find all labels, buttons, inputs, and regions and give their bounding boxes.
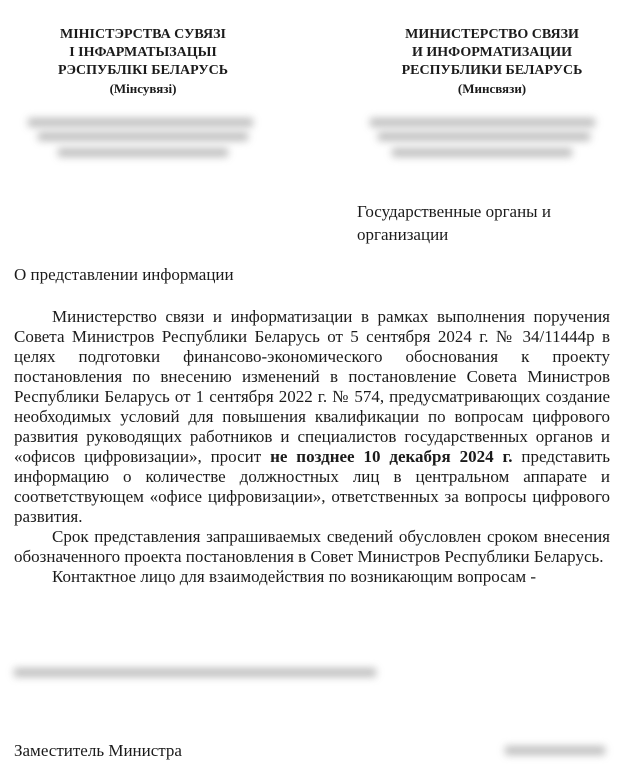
body-paragraph-3: Контактное лицо для взаимодействия по возникающим вопросам - (52, 567, 537, 586)
signature-title: Заместитель Министра (14, 741, 182, 760)
header-left-line2: І ІНФАРМАТЫЗАЦЫІ (69, 45, 217, 60)
body-paragraph-1 (14, 307, 610, 527)
redacted-signature-name (505, 746, 605, 755)
redacted-address-right-3 (392, 148, 572, 157)
addressee-line1: Государственные органы и (357, 202, 551, 221)
redacted-address-left-3 (58, 148, 228, 157)
header-left-abbr: (Мінсувязі) (109, 81, 177, 96)
addressee (357, 200, 607, 246)
header-right (367, 26, 617, 98)
redacted-contact (14, 668, 376, 677)
redacted-address-right-1 (370, 118, 595, 127)
header-right-abbr: (Минсвязи) (457, 81, 527, 96)
redacted-address-left-2 (38, 132, 248, 141)
header-right-line3: РЕСПУБЛИКИ БЕЛАРУСЬ (401, 63, 583, 78)
addressee-line2: организации (357, 225, 449, 244)
header-left-line3: РЭСПУБЛІКІ БЕЛАРУСЬ (57, 63, 228, 78)
body-p1-deadline: не позднее 10 декабря 2024 г. (270, 447, 513, 466)
body-paragraph-2: Срок представления запрашиваемых сведений обусловлен сроком внесения обозначенного проекта постановления в Совет Министров Республики Беларусь. (14, 527, 610, 566)
header-right-line2: И ИНФОРМАТИЗАЦИИ (411, 45, 573, 60)
letter-subject: О представлении информации (14, 265, 234, 284)
header-right-line1: МИНИСТЕРСТВО СВЯЗИ (405, 27, 579, 42)
redacted-address-right-2 (378, 132, 590, 141)
letter-body (14, 307, 610, 587)
body-p1-part2: представить информацию о количестве должностных лиц в центральном аппарате и соответствующем «офисе цифровизации», ответственных за вопросы цифрового развития. (14, 447, 611, 526)
header-left-line1: МІНІСТЭРСТВА СУВЯЗІ (60, 27, 226, 42)
redacted-address-left-1 (28, 118, 253, 127)
body-p1-part1: Министерство связи и информатизации в рамках выполнения поручения Совета Министров Республики Беларусь от 5 сентября 2024 г. № 34/11444р в целях подготовки финансово-экономического обоснования к проекту постановления по внесению изменений в постановление Совета Министров Республики Беларусь от 1 сентября 2022 г. № 574, предусматривающих создание необходимых условий для повышения квалификации по вопросам цифрового развития руководящих работников и специалистов государственных органов и «офисов цифровизации», просит (14, 307, 610, 466)
header-left (18, 26, 268, 98)
